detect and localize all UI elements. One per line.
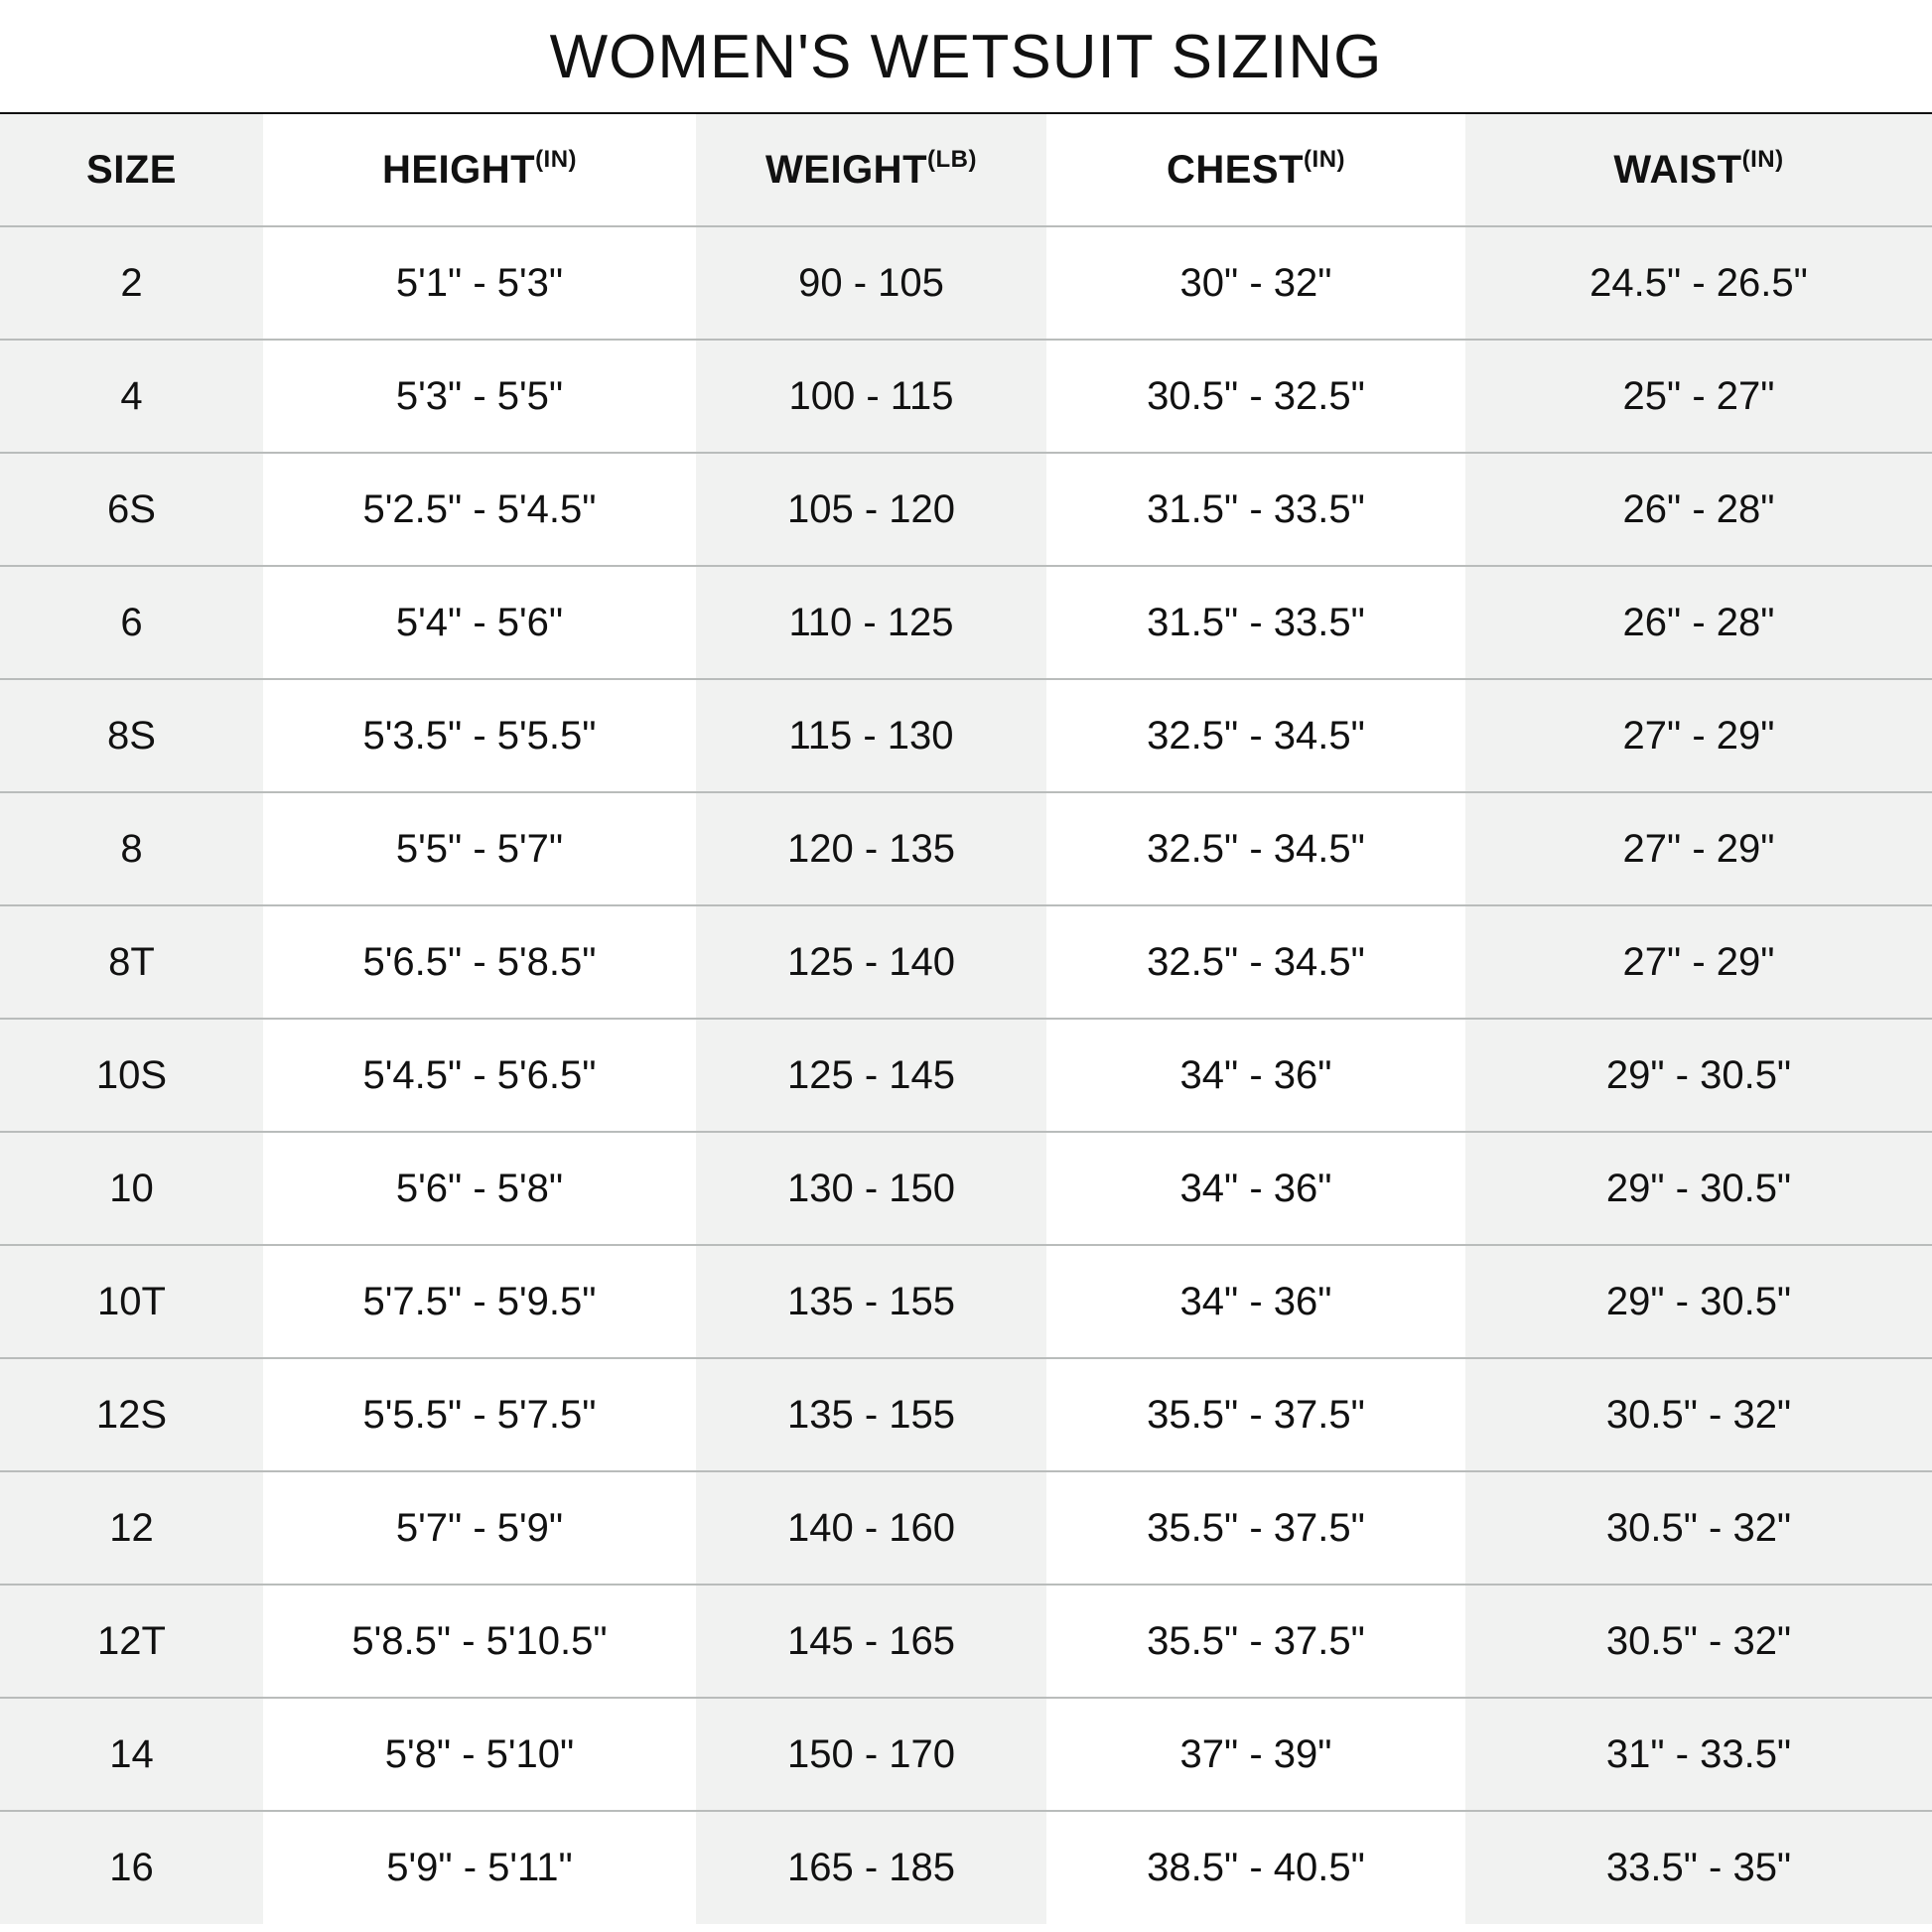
weight-cell: 105 - 120 [696,453,1046,566]
sizing-table [0,114,1932,1924]
size-cell: 10S [0,1019,263,1132]
height-cell: 5'6" - 5'8" [263,1132,696,1245]
table-row [0,1585,1932,1698]
waist-cell: 29" - 30.5" [1465,1245,1932,1358]
column-header-label: SIZE [86,147,177,192]
table-row [0,1245,1932,1358]
weight-cell: 125 - 145 [696,1019,1046,1132]
column-header-size [0,114,263,226]
column-header-waist [1465,114,1932,226]
waist-cell: 30.5" - 32" [1465,1585,1932,1698]
size-cell: 10T [0,1245,263,1358]
size-cell: 16 [109,1846,154,1889]
page-title: WOMEN'S WETSUIT SIZING [549,22,1383,91]
table-row [0,905,1932,1019]
height-cell: 5'3.5" - 5'5.5" [263,679,696,792]
column-header-label: CHEST [1166,147,1305,192]
chest-cell: 30" - 32" [1046,226,1465,340]
chest-cell: 35.5" - 37.5" [1046,1585,1465,1698]
sizing-table-container [0,112,1932,1932]
waist-cell: 31" - 33.5" [1465,1698,1932,1811]
column-header-label: WAIST [1613,147,1742,192]
height-cell: 5'6.5" - 5'8.5" [263,905,696,1019]
waist-cell: 27" - 29" [1465,792,1932,905]
waist-cell: 29" - 30.5" [1465,1132,1932,1245]
weight-cell: 125 - 140 [696,905,1046,1019]
table-row [0,1358,1932,1471]
weight-cell: 140 - 160 [696,1471,1046,1585]
weight-cell: 115 - 130 [696,679,1046,792]
table-row [0,1698,1932,1811]
waist-cell: 29" - 30.5" [1465,1019,1932,1132]
chest-cell: 34" - 36" [1046,1019,1465,1132]
waist-cell: 27" - 29" [1465,679,1932,792]
column-header-label: HEIGHT [381,147,536,192]
weight-cell: 150 - 170 [696,1698,1046,1811]
weight-cell: 130 - 150 [696,1132,1046,1245]
column-header-unit: (IN) [1304,145,1346,173]
height-cell: 5'4.5" - 5'6.5" [263,1019,696,1132]
height-cell: 5'8" - 5'10" [263,1698,696,1811]
column-header-chest [1046,114,1465,226]
weight-cell: 120 - 135 [696,792,1046,905]
table-row [0,1471,1932,1585]
table-row [0,1132,1932,1245]
size-cell: 12 [0,1471,263,1585]
weight-cell: 135 - 155 [696,1358,1046,1471]
size-cell: 14 [0,1698,263,1811]
column-header-unit: (IN) [535,145,578,173]
waist-cell: 26" - 28" [1465,453,1932,566]
table-row [0,1811,1932,1924]
chest-cell: 32.5" - 34.5" [1046,905,1465,1019]
height-cell: 5'2.5" - 5'4.5" [263,453,696,566]
waist-cell: 30.5" - 32" [1465,1471,1932,1585]
chest-cell: 30.5" - 32.5" [1046,340,1465,453]
waist-cell: 26" - 28" [1465,566,1932,679]
weight-cell: 165 - 185 [786,1846,956,1889]
weight-cell: 90 - 105 [696,226,1046,340]
waist-cell: 24.5" - 26.5" [1465,226,1932,340]
size-cell: 12S [0,1358,263,1471]
size-cell: 10 [0,1132,263,1245]
weight-cell: 100 - 115 [696,340,1046,453]
table-row [0,1019,1932,1132]
chest-cell: 34" - 36" [1046,1245,1465,1358]
table-header-row [0,114,1932,226]
size-cell: 8 [0,792,263,905]
chest-cell: 31.5" - 33.5" [1046,566,1465,679]
table-row [0,566,1932,679]
height-cell: 5'7" - 5'9" [263,1471,696,1585]
chest-cell: 37" - 39" [1046,1698,1465,1811]
column-header-height [263,114,696,226]
height-cell: 5'5" - 5'7" [263,792,696,905]
column-header-weight [696,114,1046,226]
height-cell: 5'4" - 5'6" [263,566,696,679]
chest-cell: 35.5" - 37.5" [1046,1471,1465,1585]
height-cell: 5'7.5" - 5'9.5" [263,1245,696,1358]
size-cell: 4 [0,340,263,453]
height-cell: 5'3" - 5'5" [263,340,696,453]
chest-cell: 35.5" - 37.5" [1046,1358,1465,1471]
table-body [0,226,1932,1924]
height-cell: 5'8.5" - 5'10.5" [263,1585,696,1698]
table-row [0,453,1932,566]
size-cell: 6 [0,566,263,679]
weight-cell: 110 - 125 [696,566,1046,679]
size-cell: 8T [0,905,263,1019]
chest-cell: 32.5" - 34.5" [1046,792,1465,905]
chest-cell: 34" - 36" [1046,1132,1465,1245]
height-cell: 5'1" - 5'3" [263,226,696,340]
waist-cell: 25" - 27" [1465,340,1932,453]
weight-cell: 145 - 165 [696,1585,1046,1698]
table-row [0,226,1932,340]
size-cell: 6S [0,453,263,566]
weight-cell: 135 - 155 [696,1245,1046,1358]
column-header-unit: (IN) [1741,145,1784,173]
chest-cell: 31.5" - 33.5" [1046,453,1465,566]
waist-cell: 27" - 29" [1465,905,1932,1019]
table-row [0,679,1932,792]
size-cell: 2 [0,226,263,340]
height-cell: 5'9" - 5'11" [386,1846,573,1889]
size-cell: 12T [0,1585,263,1698]
table-row [0,792,1932,905]
size-cell: 8S [0,679,263,792]
chest-cell: 38.5" - 40.5" [1147,1846,1365,1889]
column-header-label: WEIGHT [765,147,927,192]
column-header-unit: (LB) [927,145,977,173]
height-cell: 5'5.5" - 5'7.5" [263,1358,696,1471]
waist-cell: 33.5" - 35" [1605,1846,1792,1889]
chest-cell: 32.5" - 34.5" [1046,679,1465,792]
waist-cell: 30.5" - 32" [1465,1358,1932,1471]
table-row [0,340,1932,453]
